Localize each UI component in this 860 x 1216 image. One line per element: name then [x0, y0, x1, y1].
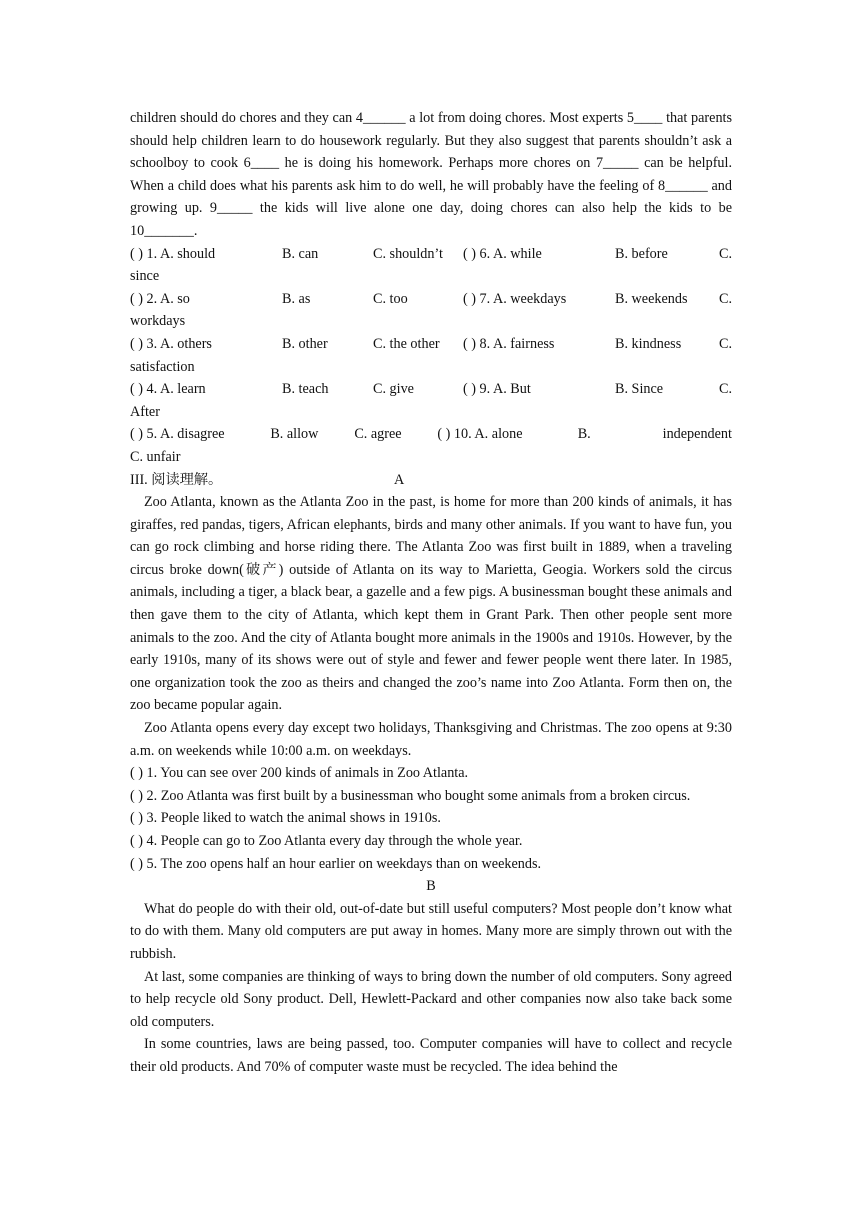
question-a-2: ( ) 2. Zoo Atlanta was first built by a businessman who bought some animals from a broken circus.: [130, 787, 691, 804]
passage-label-a: A: [394, 471, 405, 488]
passage-b-paragraph-2: At last, some companies are thinking of ways to bring down the number of old computers. Sony agreed to help recycle old Sony product. Dell, Hewlett-Packard and other companies now also take back some old computers.: [130, 968, 732, 1030]
question-a-3: ( ) 3. People liked to watch the animal shows in 1910s.: [130, 810, 441, 827]
question-a-4: ( ) 4. People can go to Zoo Atlanta every day through the whole year.: [130, 833, 523, 849]
option-row: ( ) 2. A. so B. as C. too ( ) 7. A. weekdays B. weekends C.: [130, 290, 732, 307]
passage-label-b: B: [426, 878, 436, 895]
question-a-1: ( ) 1. You can see over 200 kinds of animals in Zoo Atlanta.: [130, 765, 469, 782]
passage-a-paragraph-2: Zoo Atlanta opens every day except two holidays, Thanksgiving and Christmas. The zoo opens at 9:30 a.m. on weekends while 10:00 a.m. on weekdays.: [130, 720, 732, 759]
option-row-wrap: workdays: [130, 313, 186, 330]
option-row: ( ) 3. A. others B. other C. the other ( ) 8. A. fairness B. kindness C.: [130, 335, 732, 352]
passage-b-paragraph-1: What do people do with their old, out-of-date but still useful computers? Most people don’t know what to do with them. Many old computers are put away in homes. Many more are simply thrown out with the rubbish.: [130, 900, 732, 962]
option-row-wrap: satisfaction: [130, 358, 195, 375]
section-title: III. 阅读理解。: [130, 471, 223, 488]
section-heading: [130, 469, 732, 492]
option-row: ( ) 4. A. learn B. teach C. give ( ) 9. A. But B. Since C.: [130, 381, 732, 398]
option-row: ( ) 5. A. disagree B. allow C. agree ( ) 10. A. alone B. independent: [130, 426, 732, 443]
passage-b-paragraph-3: In some countries, laws are being passed, too. Computer companies will have to collect and recycle their old products. And 70% of computer waste must be recycled. The idea behind the: [130, 1036, 732, 1075]
question-a-5: ( ) 5. The zoo opens half an hour earlier on weekdays than on weekends.: [130, 855, 542, 872]
cloze-options: [130, 243, 732, 469]
document-page: [130, 107, 732, 1079]
option-row: ( ) 1. A. should B. can C. shouldn’t ( ) 6. A. while B. before C.: [130, 245, 732, 262]
option-row-wrap: since: [130, 268, 160, 285]
cloze-passage-tail: children should do chores and they can 4______ a lot from doing chores. Most experts 5____ that parents should help children learn to do housework regularly. But they also suggest that parents shouldn’t ask a schoolboy to cook 6____ he is doing his homework. Perhaps more chores on 7_____ can be helpful. When a child does what his parents ask him to do well, he will probably have the feeling of 8______ and growing up. 9_____ the kids will live alone one day, doing chores can also help the kids to be 10_______.: [130, 110, 732, 239]
passage-a-paragraph-1: Zoo Atlanta, known as the Atlanta Zoo in the past, is home for more than 200 kinds of animals, it has giraffes, red pandas, tigers, African elephants, birds and many other animals. If you want to have fun, you can go rock climbing and horse riding there. The Atlanta Zoo was first built in 1889, when a traveling circus broke down(破产) outside of Atlanta on its way to Marietta, Geogia. Workers sold the circus animals, including a tiger, a black bear, a gazelle and a few pigs. A businessman bought these animals and then gave them to the city of Atlanta, which kept them in Grant Park. Then other people sent more animals to the zoo. And the city of Atlanta bought more animals in the 1900s and 1910s. However, by the early 1910s, many of its shows were out of style and fewer and fewer people went there later. In 1985, one organization took the zoo as theirs and changed the zoo’s name into Zoo Atlanta. Form then on, the zoo became popular again.: [130, 494, 732, 714]
option-row-wrap: After: [130, 403, 160, 420]
option-row-wrap: C. unfair: [130, 448, 181, 465]
